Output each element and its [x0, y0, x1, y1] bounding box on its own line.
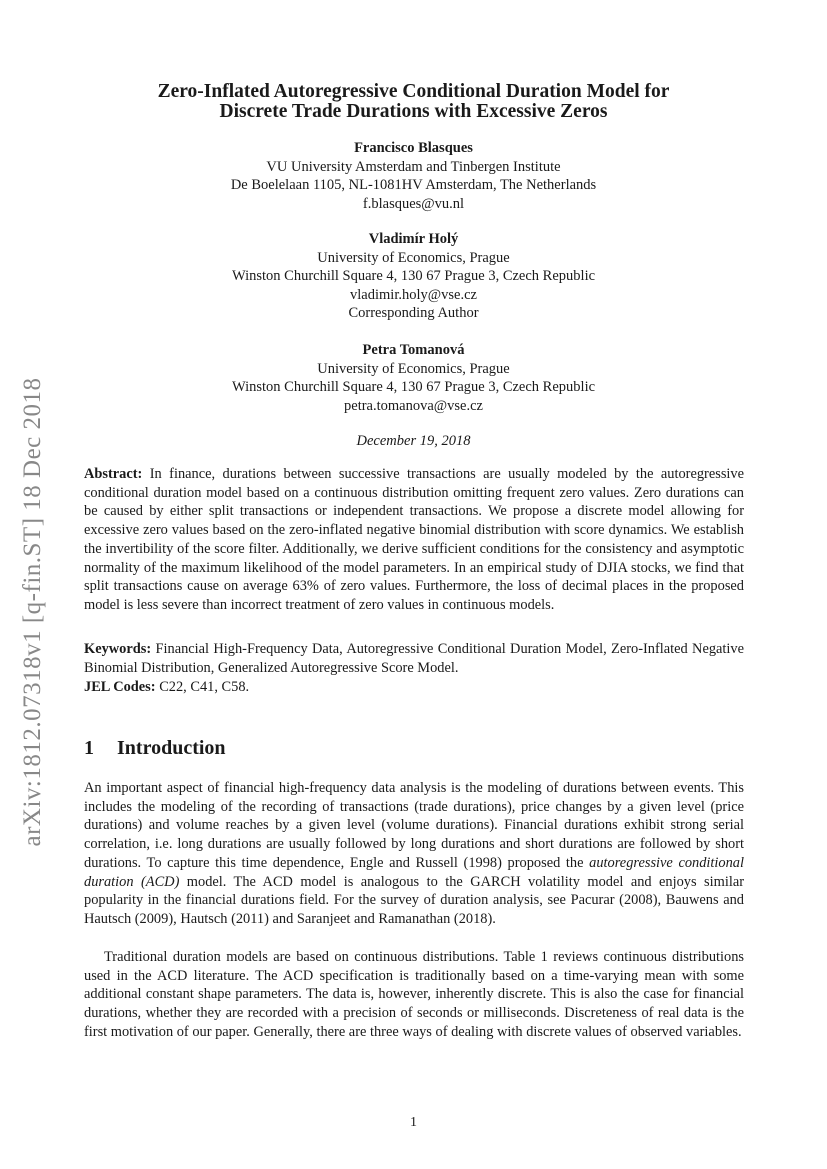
paper-title: [80, 82, 747, 122]
author-email: petra.tomanova@vse.cz: [344, 397, 483, 414]
paper-date: December 19, 2018: [356, 433, 471, 449]
abstract-label: Abstract:: [84, 466, 143, 482]
author-email: f.blasques@vu.nl: [362, 195, 465, 212]
author-block-1: [80, 139, 747, 213]
intro-p1-text-b: model. The ACD model is analogous to the GARCH volatility model and enjoys similar popularity in the financial durations field. For the survey of duration analysis, see Pacurar (2008), Bauwens and Hautsch (2009), Hautsch (2011) and Saranjeet and Ramanathan (2018).: [84, 873, 744, 927]
author-email: vladimir.holy@vse.cz: [350, 286, 477, 303]
intro-paragraph-2: Traditional duration models are based on continuous distributions. Table 1 reviews continuous distributions used in the ACD literature. The ACD specification is traditionally based on a time-varying mean with some additional constant shape parameters. The data is, however, inherently discrete. This is also the case for financial durations, whether they are recorded with a precision of seconds or milliseconds. Discreteness of real data is the first motivation of our paper. Generally, there are three ways of dealing with discrete values of observed variables.: [84, 949, 744, 1040]
jel-text: C22, C41, C58.: [159, 679, 250, 695]
title-line-1: Zero-Inflated Autoregressive Conditional Duration Model for: [157, 81, 670, 102]
jel-codes: [84, 678, 744, 697]
arxiv-stamp-text: arXiv:1812.07318v1 [q-fin.ST] 18 Dec 2018: [19, 377, 46, 847]
jel-label: JEL Codes:: [84, 679, 156, 695]
section-number: 1: [84, 737, 94, 759]
abstract-text: In finance, durations between successive transactions are usually modeled by the autoregressive conditional duration model based on a continuous distribution omitting frequent zero values. Zero durations can be caused by either split transactions or independent transactions. We propose a discrete model allowing for excessive zero values based on the zero-inflated negative binomial distribution with score dynamics. We establish the invertibility of the score filter. Additionally, we derive sufficient conditions for the consistency and asymptotic normality of the maximum likelihood of the model parameters. In an empirical study of DJIA stocks, we find that split transactions cause on average 63% of zero values. Furthermore, the loss of decimal places in the proposed model is less severe than incorrect treatment of zero values in continuous models.: [84, 466, 744, 613]
author-note: Corresponding Author: [348, 305, 479, 322]
author-address: Winston Churchill Square 4, 130 67 Prague 3, Czech Republic: [231, 379, 596, 396]
intro-paragraph-1: [84, 779, 744, 929]
author-affiliation: VU University Amsterdam and Tinbergen Institute: [266, 158, 561, 175]
page-number: 1: [410, 1115, 417, 1130]
arxiv-stamp: [14, 352, 52, 872]
author-name: Francisco Blasques: [354, 140, 473, 156]
author-name: Petra Tomanová: [362, 342, 465, 358]
author-address: Winston Churchill Square 4, 130 67 Prague 3, Czech Republic: [231, 268, 596, 285]
keywords-label: Keywords:: [84, 641, 152, 657]
abstract: [84, 465, 744, 615]
author-address: De Boelelaan 1105, NL-1081HV Amsterdam, The Netherlands: [230, 177, 597, 194]
intro-p1-text-a: An important aspect of financial high-frequency data analysis is the modeling of durations between events. This includes the modeling of the recording of transactions (trade durations), price changes by a given level (price durations) and volume reaches by a given level (volume durations). Financial durations exhibit strong serial correlation, i.e. long durations are usually followed by long durations and short durations are followed by short durations. To capture this time dependence, Engle and Russell (1998) proposed the: [84, 780, 744, 871]
author-affiliation: University of Economics, Prague: [317, 360, 510, 377]
author-block-3: [80, 341, 747, 415]
intro-p1-emphasis: autoregressive conditional duration (ACD): [84, 854, 745, 890]
keywords: [84, 640, 744, 677]
author-block-2: [80, 230, 747, 323]
author-affiliation: University of Economics, Prague: [317, 249, 510, 266]
keywords-text: Financial High-Frequency Data, Autoregressive Conditional Duration Model, Zero-Inflated Negative Binomial Distribution, Generalized Autoregressive Score Model.: [84, 641, 744, 676]
author-name: Vladimír Holý: [368, 231, 459, 247]
title-line-2: Discrete Trade Durations with Excessive Zeros: [219, 101, 608, 122]
section-heading: [84, 737, 226, 760]
section-title: Introduction: [117, 737, 226, 759]
